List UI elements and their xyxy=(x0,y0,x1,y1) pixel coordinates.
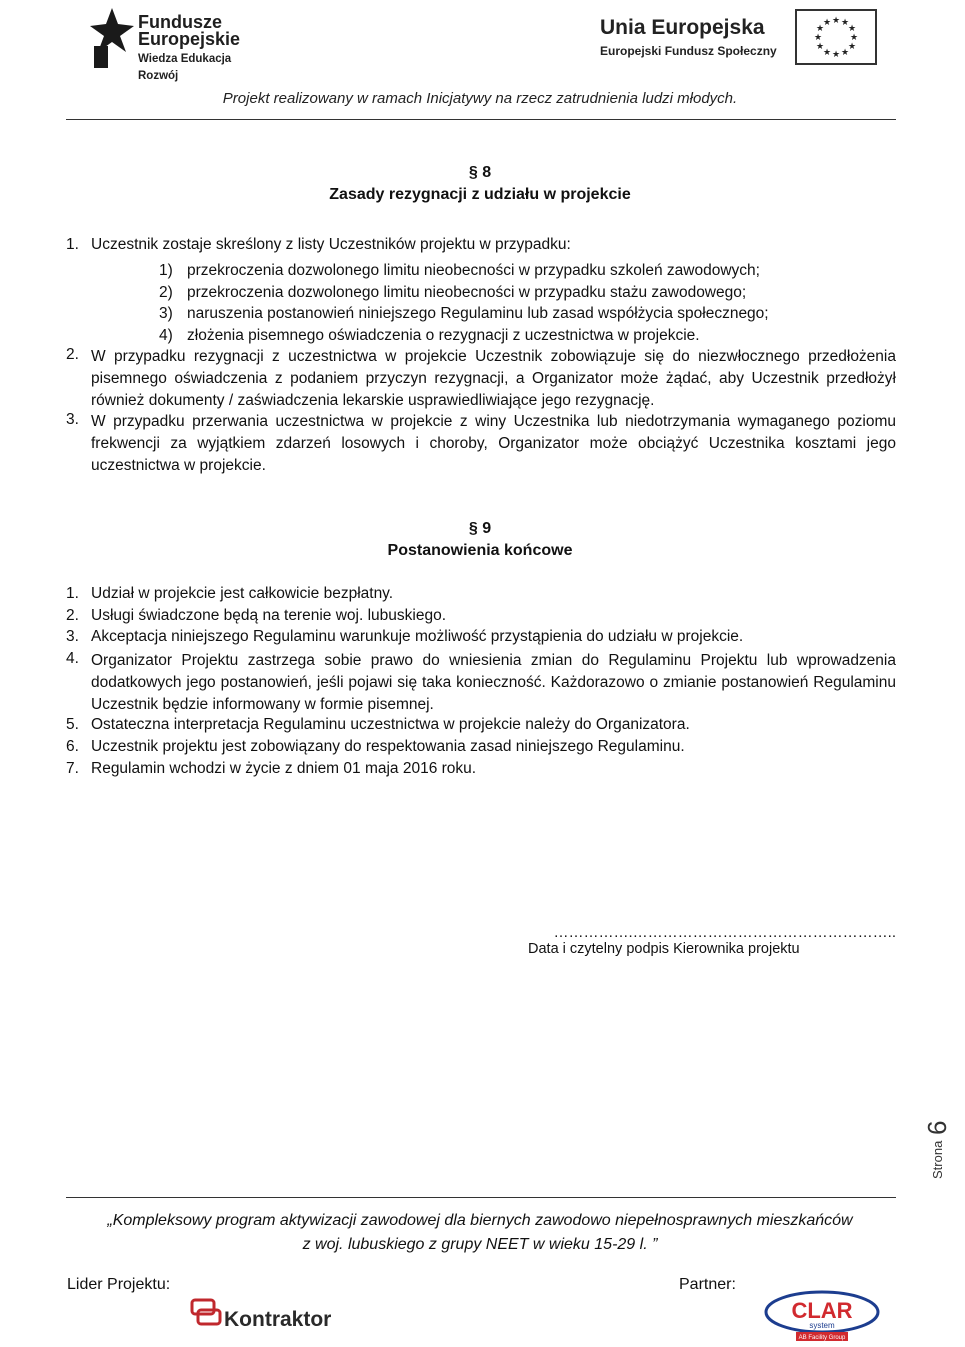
project-line: Projekt realizowany w ramach Inicjatywy na rzecz zatrudnienia ludzi młodych. xyxy=(222,90,738,107)
s8-item2-num: 2. xyxy=(66,346,79,363)
header-divider xyxy=(66,119,896,120)
svg-text:★: ★ xyxy=(822,48,832,58)
page-label: Strona xyxy=(930,1140,945,1179)
s8-sub2-num: 2) xyxy=(159,284,173,301)
section8-heading: § 8 xyxy=(468,164,492,181)
s9-item4-num: 4. xyxy=(66,650,79,667)
s8-sub1-num: 1) xyxy=(159,262,173,279)
svg-text:★: ★ xyxy=(847,24,857,34)
s8-sub2-text: przekroczenia dozwolonego limitu nieobecności w przypadku stażu zawodowego; xyxy=(187,284,747,301)
fe-line2: Europejskie xyxy=(138,29,241,49)
s8-sub1-text: przekroczenia dozwolonego limitu nieobecności w przypadku szkoleń zawodowych; xyxy=(187,262,760,279)
s8-item2-text: W przypadku rezygnacji z uczestnictwa w projekcie Uczestnik zobowiązuje się do niezwłocznego przedłożenia pisemnego oświadczenia z podaniem przyczyn rezygnacji, a Organizator może żądać, aby Uczestnik przedłożył również dokumenty / zaświadczenia lekarskie usprawiedliwiające jego rezygnację. xyxy=(91,348,896,409)
footer-line2: z woj. lubuskiego z grupy NEET w wieku 15-29 l. ” xyxy=(302,1236,658,1253)
clar-sub: system xyxy=(809,1321,835,1330)
clar-wordmark: CLAR xyxy=(791,1298,853,1323)
fe-line1: Fundusze xyxy=(138,12,222,32)
svg-text:★: ★ xyxy=(831,16,841,26)
s9-item1-text: Udział w projekcie jest całkowicie bezpłatny. xyxy=(91,585,394,602)
s8-item1-text: Uczestnik zostaje skreślony z listy Uczestników projektu w przypadku: xyxy=(91,236,571,253)
kontraktor-wordmark: Kontraktor xyxy=(224,1308,332,1331)
section9-title: Postanowienia końcowe xyxy=(387,542,573,559)
fe-star-icon xyxy=(90,6,136,68)
s8-sub4-num: 4) xyxy=(159,327,173,344)
section8-title: Zasady rezygnacji z udziału w projekcie xyxy=(329,186,631,203)
eu-logo-text xyxy=(600,16,777,58)
s9-item7-text: Regulamin wchodzi w życie z dniem 01 maja 2016 roku. xyxy=(91,760,477,777)
s8-item1-num: 1. xyxy=(66,236,79,253)
s8-sub3-text: naruszenia postanowień niniejszego Regulaminu lub zasad współżycia społecznego; xyxy=(187,305,769,322)
signature-line: …………….…………………………………………….. xyxy=(553,924,896,941)
partner-label: Partner: xyxy=(679,1276,736,1293)
page-digit: 6 xyxy=(922,1120,952,1135)
section9-heading: § 9 xyxy=(468,520,492,537)
page-number xyxy=(922,1120,965,1190)
s8-sub3-num: 3) xyxy=(159,305,173,322)
svg-text:★: ★ xyxy=(840,48,850,58)
signature-label: Data i czytelny podpis Kierownika projektu xyxy=(528,941,800,957)
s8-item3-text: W przypadku przerwania uczestnictwa w projekcie z winy Uczestnika lub niedotrzymania wymaganego poziomu frekwencji za wyjątkiem zdarzeń losowych i choroby, Organizator może obciążyć Uczestnika kosztami jego uczestnictwa w projekcie. xyxy=(91,413,896,474)
s9-item5-num: 5. xyxy=(66,716,79,733)
clar-system-logo xyxy=(764,1290,880,1347)
eu-title: Unia Europejska xyxy=(600,16,765,39)
s9-item3-text: Akceptacja niniejszego Regulaminu warunkuje możliwość przystąpienia do udziału w projekcie. xyxy=(91,628,744,645)
s9-item1-num: 1. xyxy=(66,585,79,602)
footer-project-title xyxy=(0,1209,960,1257)
svg-text:★: ★ xyxy=(831,50,841,60)
footer-line1: „Kompleksowy program aktywizacji zawodowej dla biernych zawodowo niepełnosprawnych mieszkańców xyxy=(107,1212,853,1229)
s8-item3-num: 3. xyxy=(66,411,79,428)
s9-item2-num: 2. xyxy=(66,607,79,624)
eu-flag-icon xyxy=(795,9,877,65)
eu-subtitle: Europejski Fundusz Społeczny xyxy=(600,44,777,58)
s9-item5-text: Ostateczna interpretacja Regulaminu uczestnictwa w projekcie należy do Organizatora. xyxy=(91,716,690,733)
svg-text:★: ★ xyxy=(815,42,825,52)
lider-label: Lider Projektu: xyxy=(67,1276,171,1293)
svg-text:★: ★ xyxy=(840,18,850,28)
svg-text:★: ★ xyxy=(847,42,857,52)
fe-line3: Wiedza Edukacja Rozwój xyxy=(138,53,232,82)
fundusze-europejskie-logo xyxy=(90,6,270,82)
kontraktor-logo xyxy=(190,1296,340,1341)
s9-item6-text: Uczestnik projektu jest zobowiązany do respektowania zasad niniejszego Regulaminu. xyxy=(91,738,685,755)
s9-item7-num: 7. xyxy=(66,760,79,777)
s9-item2-text: Usługi świadczone będą na terenie woj. lubuskiego. xyxy=(91,607,446,624)
clar-tagline: AB Facility Group xyxy=(798,1335,846,1341)
svg-text:★: ★ xyxy=(813,33,823,43)
svg-text:★: ★ xyxy=(822,18,832,28)
footer-divider xyxy=(66,1197,896,1198)
s8-sub4-text: złożenia pisemnego oświadczenia o rezygnacji z uczestnictwa w projekcie. xyxy=(187,327,700,344)
svg-text:★: ★ xyxy=(849,33,859,43)
s9-item3-num: 3. xyxy=(66,628,79,645)
s9-item4-text: Organizator Projektu zastrzega sobie prawo do wniesienia zmian do Regulaminu Projektu lub wprowadzenia dodatkowych jego postanowień, jeśli pojawi się taka konieczność. Każdorazowo o zmianie postanowień Regulaminu Uczestnik będzie informowany w formie pisemnej. xyxy=(91,652,896,713)
s9-item6-num: 6. xyxy=(66,738,79,755)
svg-text:★: ★ xyxy=(815,24,825,34)
